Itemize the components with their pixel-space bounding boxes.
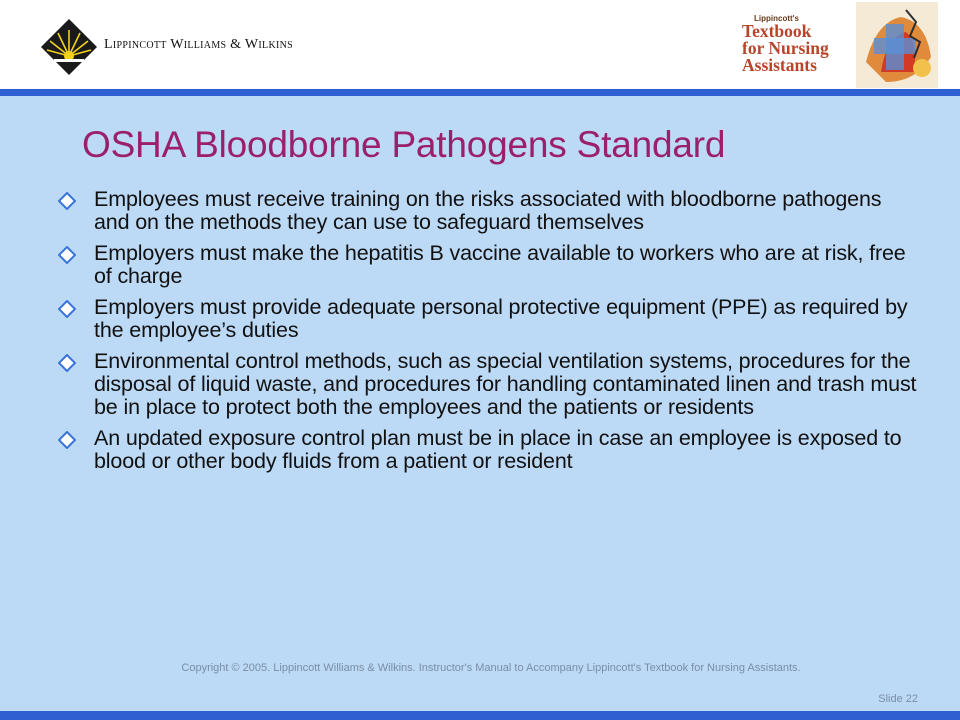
book-logo-title-line: for Nursing [742,38,829,58]
list-item [58,350,918,419]
diamond-bullet-icon [58,300,76,318]
publisher-name: Lippincott Williams & Wilkins [104,37,294,52]
slide-number: Slide 22 [878,693,918,705]
list-item [58,242,918,288]
slide-title: OSHA Bloodborne Pathogens Standard [82,124,726,165]
book-logo [738,2,938,88]
book-logo-title-line: Assistants [742,55,817,75]
list-item [58,296,918,342]
list-item [58,188,918,234]
bullet-text: An updated exposure control plan must be in place in case an employee is exposed to blood or other body fluids from a patient or resident [94,426,902,473]
book-logo-title-line: Textbook [742,21,812,41]
bullet-text: Employers must provide adequate personal protective equipment (PPE) as required by the employee’s duties [94,295,908,342]
footer-accent-bar [0,711,960,720]
list-item [58,427,918,473]
bullet-text: Environmental control methods, such as special ventilation systems, procedures for the disposal of liquid waste, and procedures for handling contaminated linen and trash must be in place to protect both the employees and the patients or residents [94,349,917,419]
diamond-bullet-icon [58,431,76,449]
diamond-bullet-icon [58,246,76,264]
bullet-list [58,188,918,481]
book-logo-kicker: Lippincott's [754,14,800,23]
copyright-notice: Copyright © 2005. Lippincott Williams & Wilkins. Instructor's Manual to Accompany Lippincott's Textbook for Nursing Assistants. [181,662,801,674]
diamond-bullet-icon [58,354,76,372]
header-accent-bar [0,89,960,96]
book-logo-title [742,23,854,74]
diamond-bullet-icon [58,192,76,210]
slide-header [0,0,960,90]
hands-collage-icon [856,2,938,88]
bullet-text: Employees must receive training on the risks associated with bloodborne pathogens and on the methods they can use to safeguard themselves [94,187,882,234]
starburst-logo-icon [40,18,98,76]
bullet-text: Employers must make the hepatitis B vaccine available to workers who are at risk, free of charge [94,241,906,288]
